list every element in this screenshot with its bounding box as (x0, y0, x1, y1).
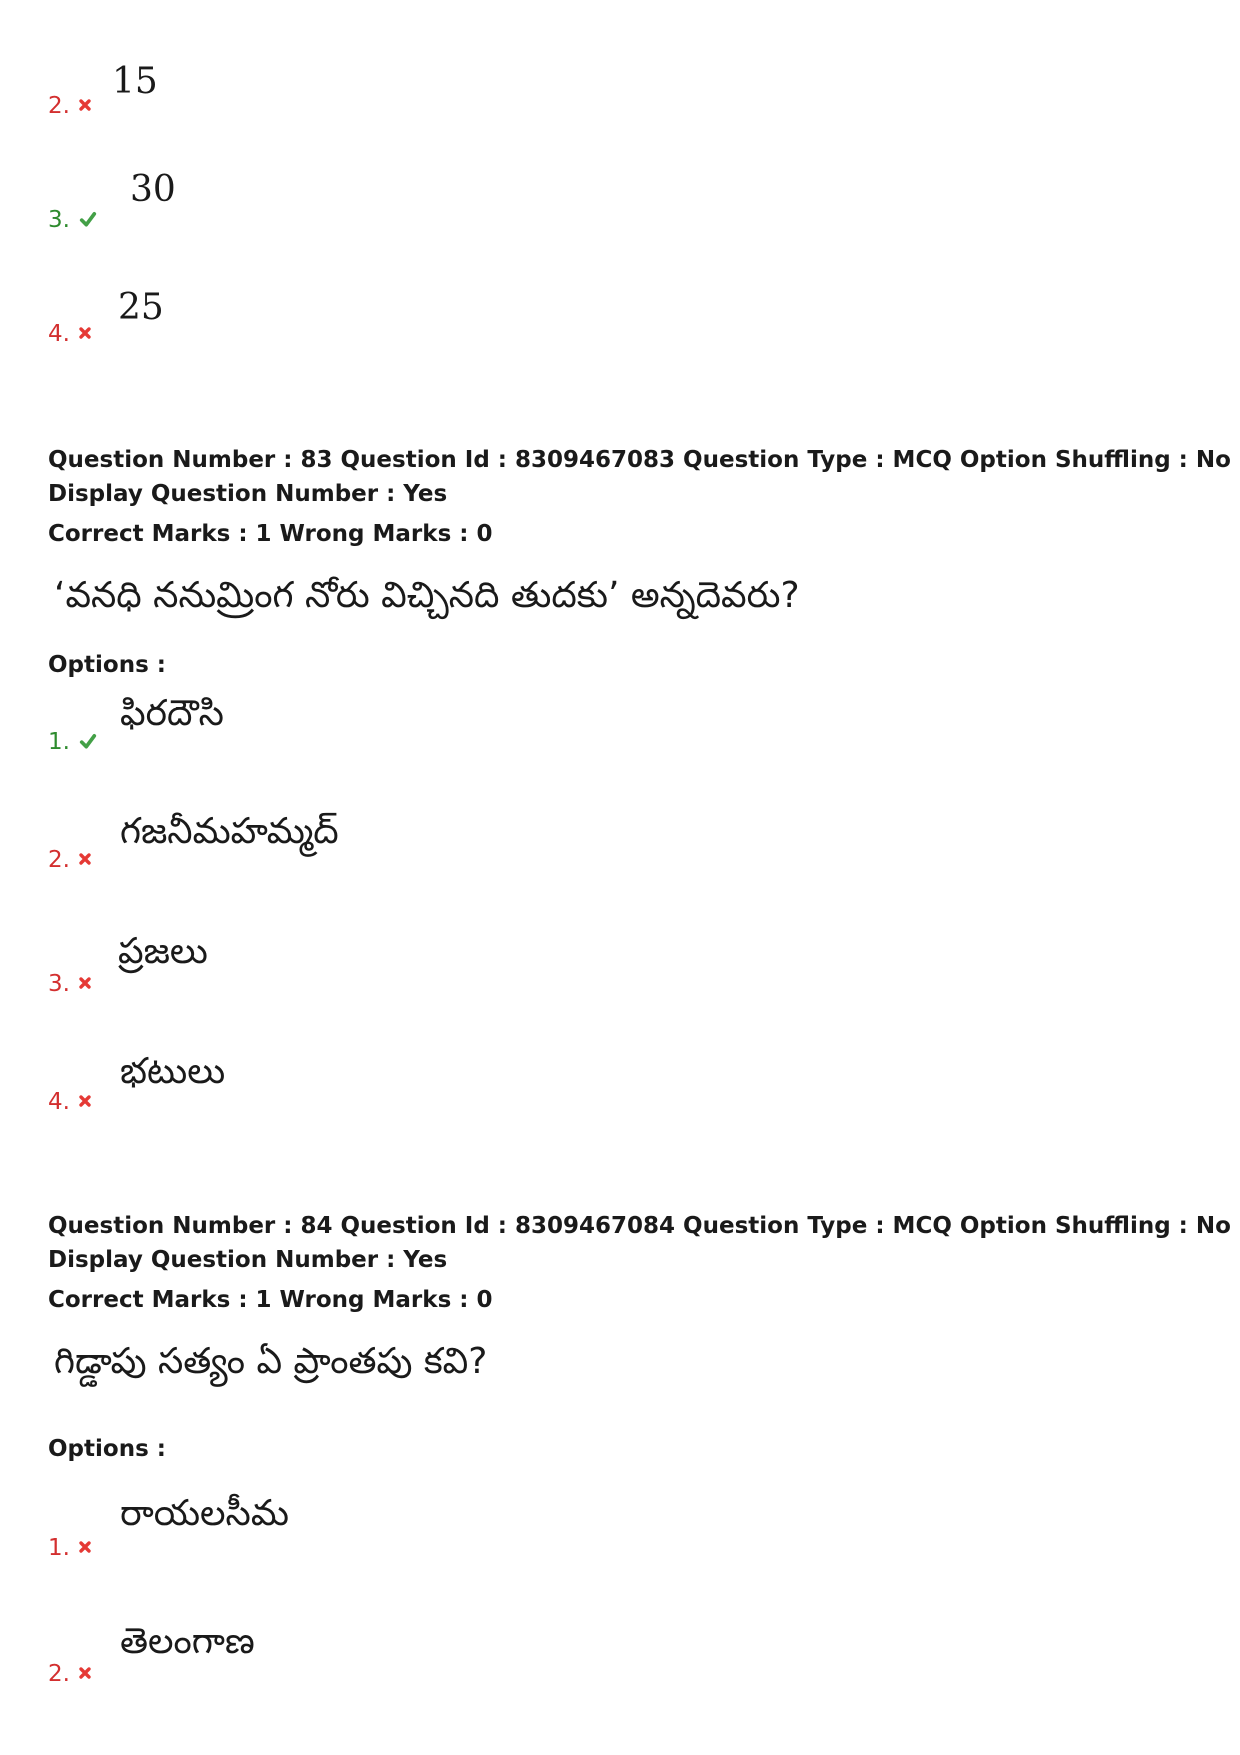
q83-option-3-number: 3. (48, 970, 92, 998)
q83-marks: Correct Marks : 1 Wrong Marks : 0 (48, 521, 493, 547)
prev-option-2-number: 2. (48, 92, 92, 120)
cross-icon (78, 98, 92, 112)
q84-option-1-text: రాయలసీమ (120, 1493, 289, 1534)
q83-option-2-number: 2. (48, 846, 92, 874)
cross-icon (78, 976, 92, 990)
q83-meta-line1: Question Number : 83 Question Id : 8309467083 Question Type : MCQ Option Shuffling : No (48, 447, 1231, 473)
q84-options-label: Options : (48, 1436, 166, 1462)
prev-option-2-text: 15 (112, 61, 158, 102)
q83-option-1-text: ఫిరదౌసి (120, 693, 224, 734)
cross-icon (78, 1666, 92, 1680)
check-icon (78, 733, 98, 749)
q83-options-label: Options : (48, 652, 166, 678)
cross-icon (78, 852, 92, 866)
q84-meta-line2: Display Question Number : Yes (48, 1247, 448, 1273)
q84-marks: Correct Marks : 1 Wrong Marks : 0 (48, 1287, 493, 1313)
q83-option-4-text: భటులు (120, 1051, 226, 1092)
prev-option-4-number: 4. (48, 320, 92, 348)
prev-option-3-text: 30 (130, 169, 176, 210)
cross-icon (78, 326, 92, 340)
cross-icon (78, 1094, 92, 1108)
q84-option-1-number: 1. (48, 1534, 92, 1562)
q83-option-1-number: 1. (48, 728, 98, 756)
q84-meta-line1: Question Number : 84 Question Id : 8309467084 Question Type : MCQ Option Shuffling : No (48, 1213, 1231, 1239)
q84-option-2-text: తెలంగాణ (120, 1621, 255, 1662)
q83-question-text: ‘వనధి ననుమ్రింగ నోరు విచ్చినది తుదకు’ అన్నదెవరు? (54, 575, 800, 616)
q83-meta-line2: Display Question Number : Yes (48, 481, 448, 507)
cross-icon (78, 1540, 92, 1554)
prev-option-4-text: 25 (118, 287, 164, 328)
q83-option-3-text: ప్రజలు (118, 931, 208, 972)
q83-option-2-text: గజనీమహమ్మద్ (120, 811, 339, 852)
q84-option-2-number: 2. (48, 1660, 92, 1688)
q84-question-text: గిడ్డాపు సత్యం ఏ ప్రాంతపు కవి? (54, 1341, 488, 1382)
q83-option-4-number: 4. (48, 1088, 92, 1116)
check-icon (78, 211, 98, 227)
prev-option-3-number: 3. (48, 206, 98, 234)
